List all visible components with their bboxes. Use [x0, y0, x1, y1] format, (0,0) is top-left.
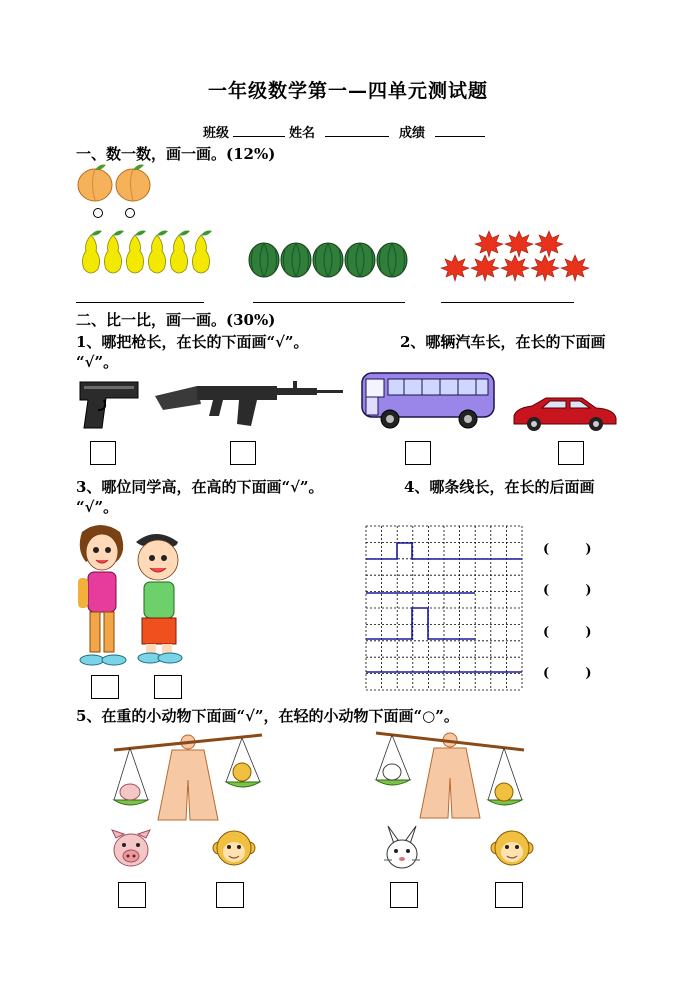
answer-line[interactable] [253, 302, 405, 303]
class-label: 班级 [203, 126, 230, 141]
maple-leaf-icon [531, 255, 559, 281]
monkey-icon [213, 828, 255, 868]
pear-icon [82, 231, 102, 274]
maple-leaf-icon [535, 231, 563, 257]
question-4: 4、哪条线长，在长的后面画 [404, 478, 595, 496]
rabbit-icon [382, 826, 422, 870]
answer-box[interactable] [405, 441, 431, 465]
pear-icon [170, 231, 190, 274]
answer-paren[interactable]: ( ) [543, 583, 592, 598]
question-1-2-cont: “√”。 [76, 353, 119, 371]
maple-leaf-icon [501, 255, 529, 281]
melon-icon [281, 243, 311, 277]
maple-leaf-group [440, 231, 590, 281]
question-1: 1、哪把枪长，在长的下面画“√”。 [76, 333, 309, 351]
section1-heading: 一、数一数，画一画。(12%) [76, 145, 276, 163]
melon-icon [313, 243, 343, 277]
answer-paren[interactable]: ( ) [543, 542, 592, 557]
balance-scale-icon [110, 730, 266, 822]
name-label: 姓名 [289, 126, 316, 141]
rifle-icon [153, 376, 343, 428]
maple-leaf-icon [471, 255, 499, 281]
answer-box[interactable] [90, 441, 116, 465]
answer-box[interactable] [118, 882, 146, 908]
answer-paren[interactable]: ( ) [543, 666, 592, 681]
melon-group [248, 241, 408, 279]
answer-paren[interactable]: ( ) [543, 625, 592, 640]
balance-scale-icon [372, 728, 528, 820]
question-2: 2、哪辆汽车长，在长的下面画 [400, 333, 606, 351]
children-group [76, 522, 188, 672]
maple-leaf-icon [505, 231, 533, 257]
question-3-4-cont: “√”。 [76, 498, 119, 516]
answer-box[interactable] [154, 675, 182, 699]
pig-icon [110, 828, 152, 870]
peach-icon [116, 165, 150, 201]
answer-line[interactable] [441, 302, 574, 303]
answer-circle[interactable] [125, 208, 135, 218]
maple-leaf-icon [561, 255, 589, 281]
melon-icon [249, 243, 279, 277]
answer-box[interactable] [91, 675, 119, 699]
line-comparison-grid [366, 526, 524, 692]
peach-icon [78, 165, 112, 201]
answer-box[interactable] [558, 441, 584, 465]
score-label: 成绩 [399, 126, 426, 141]
monkey-icon [491, 828, 533, 868]
pear-icon [126, 231, 146, 274]
section2-heading: 二、比一比，画一画。(30%) [76, 311, 276, 329]
melon-icon [377, 243, 407, 277]
melon-icon [345, 243, 375, 277]
boy-icon [136, 534, 182, 663]
page-title: 一年级数学第一—四单元测试题 [207, 80, 488, 102]
name-blank[interactable] [325, 124, 389, 137]
girl-icon [78, 525, 126, 665]
peach-group [76, 163, 156, 203]
answer-box[interactable] [230, 441, 256, 465]
class-blank[interactable] [233, 124, 285, 137]
pear-icon [192, 231, 212, 274]
answer-box[interactable] [495, 882, 523, 908]
pear-group [80, 229, 212, 277]
zigzag-line-3 [366, 608, 475, 639]
answer-circle[interactable] [93, 208, 103, 218]
answer-box[interactable] [216, 882, 244, 908]
student-info [203, 122, 489, 141]
pear-icon [148, 231, 168, 274]
maple-leaf-icon [475, 231, 503, 257]
question-5: 5、在重的小动物下面画“√”，在轻的小动物下面画“○”。 [76, 707, 459, 725]
question-3: 3、哪位同学高，在高的下面画“√”。 [76, 478, 324, 496]
maple-leaf-icon [441, 255, 469, 281]
pistol-icon [78, 378, 140, 430]
pear-icon [104, 231, 124, 274]
answer-box[interactable] [390, 882, 418, 908]
score-blank[interactable] [435, 124, 485, 137]
bus-icon [360, 371, 496, 431]
answer-line[interactable] [76, 302, 204, 303]
car-icon [512, 394, 618, 434]
